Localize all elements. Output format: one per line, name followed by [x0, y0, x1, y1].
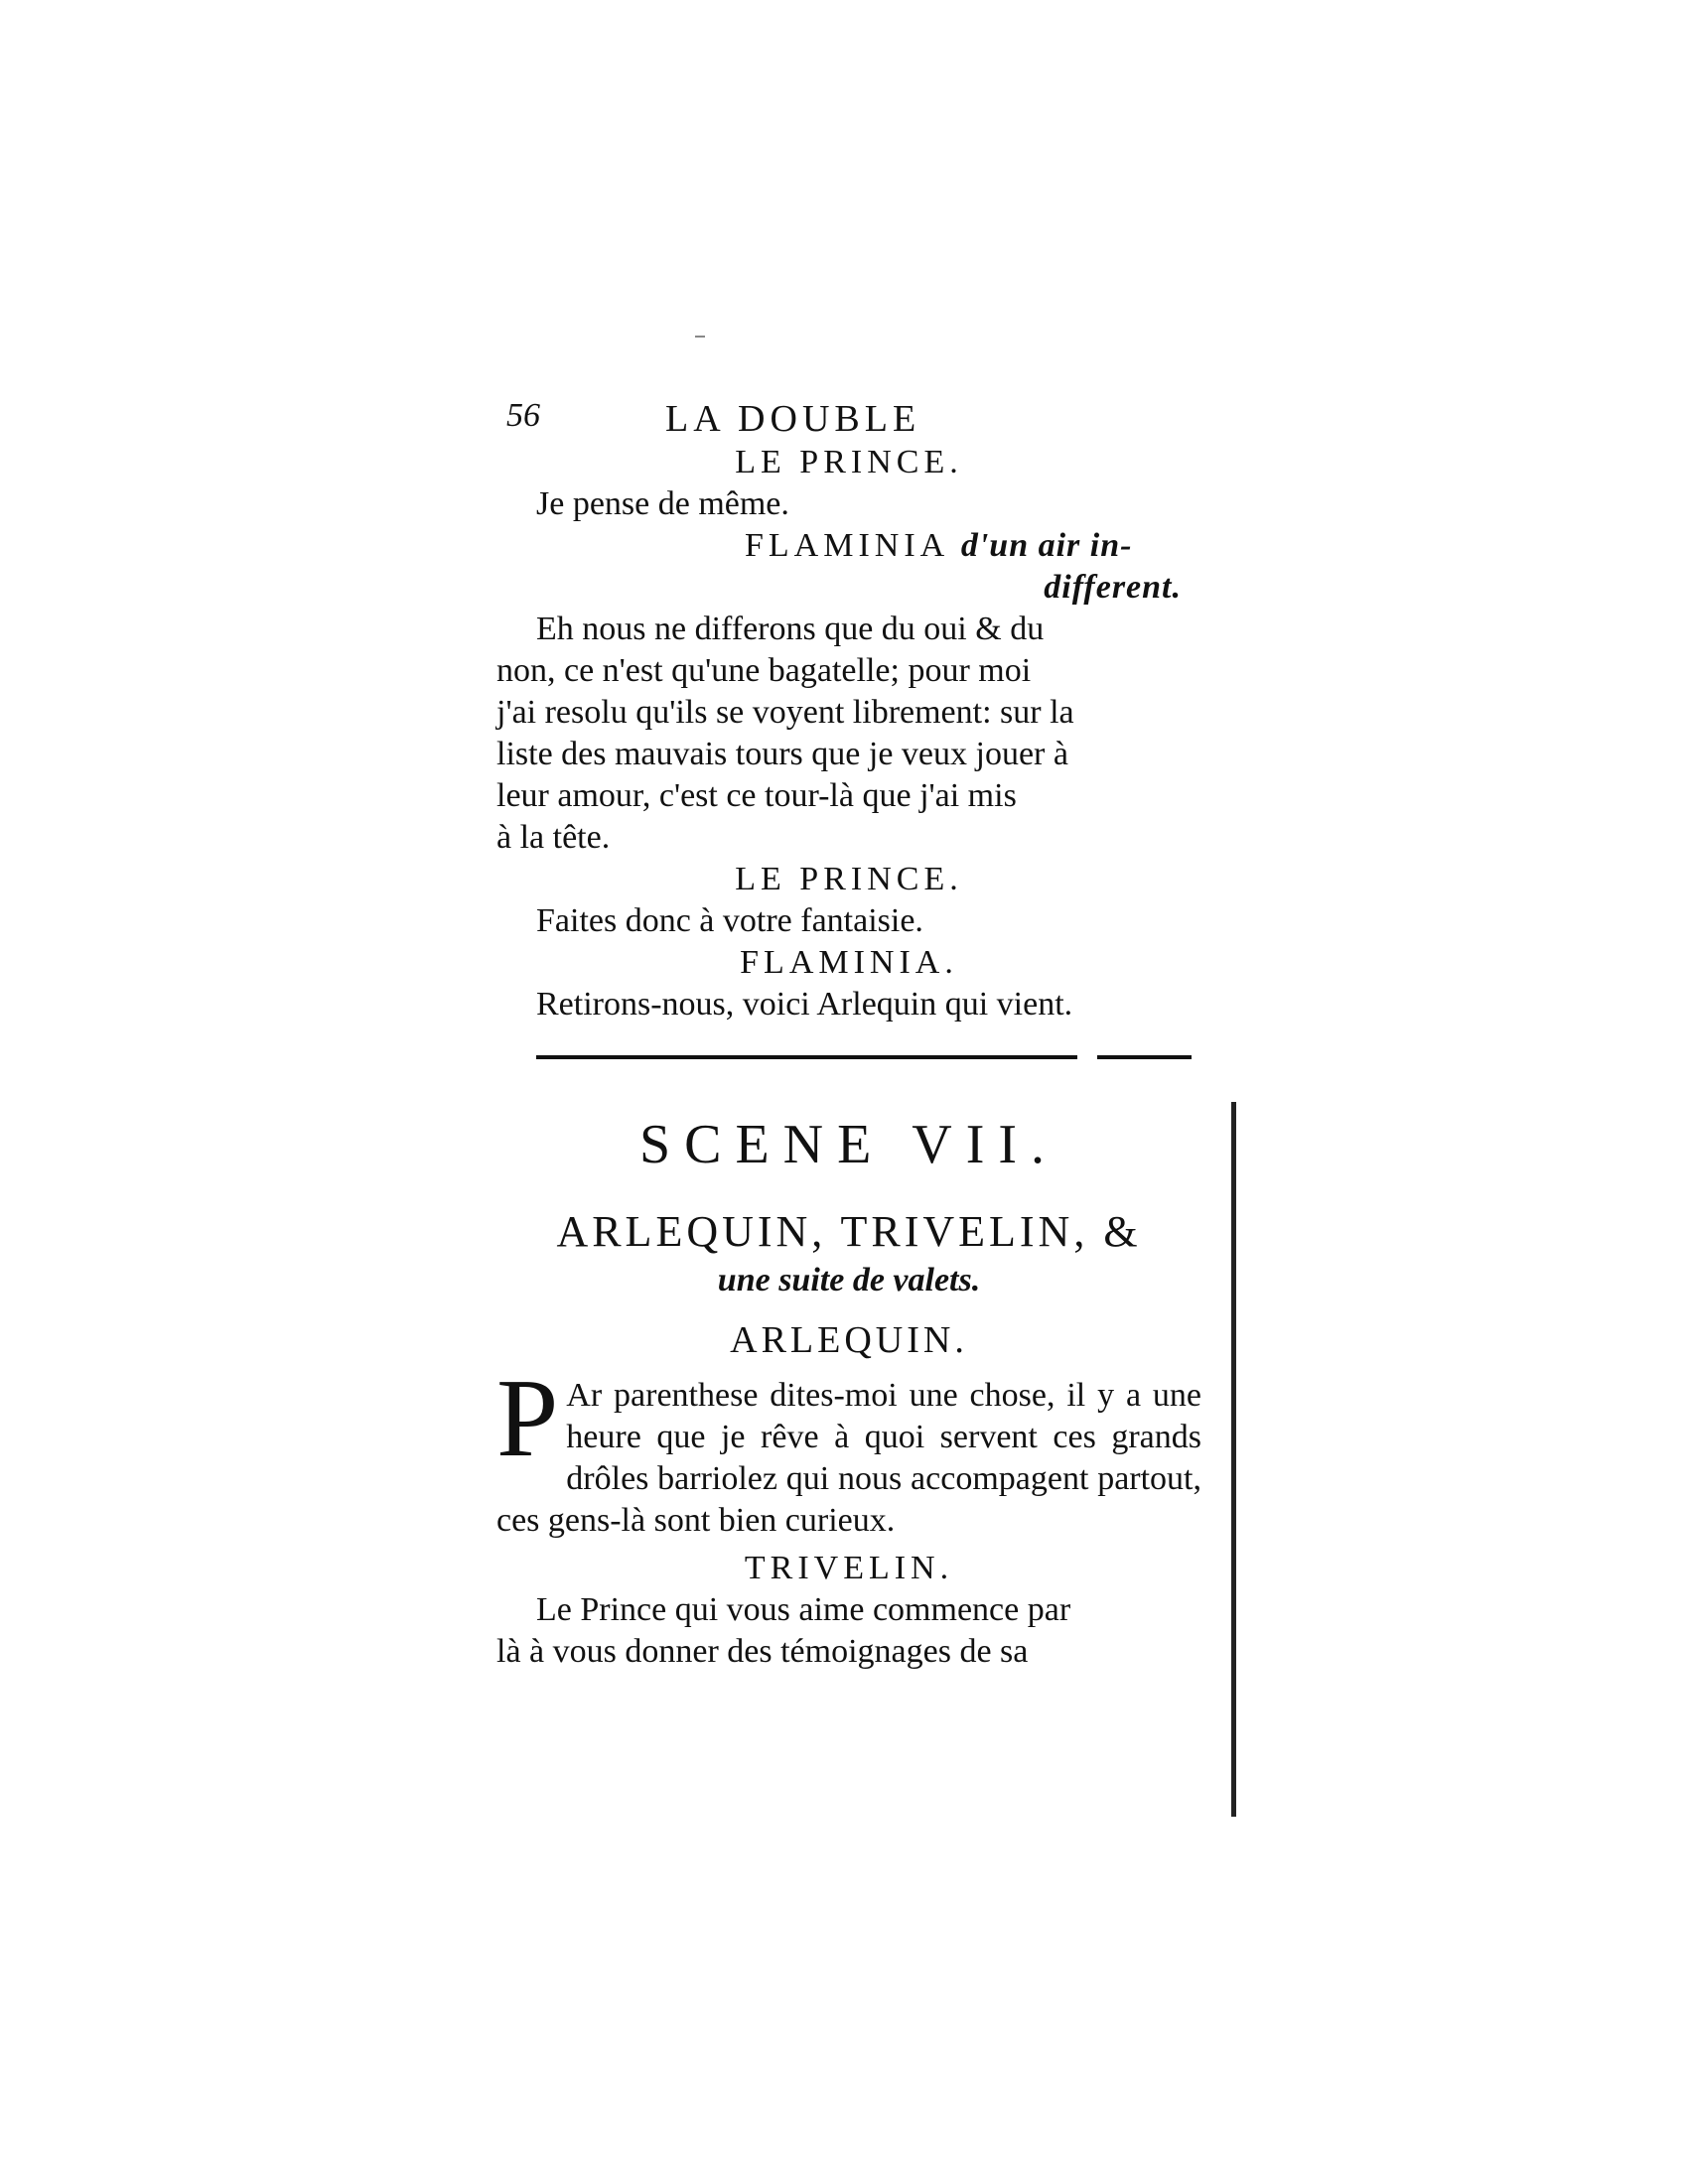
running-head [506, 397, 1201, 447]
page-number: 56 [506, 397, 540, 434]
scene-title: SCENE VII. [638, 1114, 1059, 1175]
drop-cap: P [496, 1357, 559, 1480]
dialogue-paragraph [496, 1589, 1201, 1673]
dialogue-line: Faites donc à votre fantaisie. [536, 902, 923, 939]
dialogue-paragraph [496, 1357, 1201, 1542]
dialogue-line: j'ai resolu qu'ils se voyent librement: sur la [496, 694, 1074, 731]
dialogue-paragraph [496, 609, 1201, 859]
speaker-le-prince: LE PRINCE. [735, 861, 963, 897]
dialogue-line: Eh nous ne differons que du oui & du [536, 611, 1045, 647]
dialogue-line: leur amour, c'est ce tour-là que j'ai mis [496, 777, 1017, 814]
text-block [496, 442, 1201, 1673]
speaker-name: FLAMINIA [745, 527, 948, 564]
rule-long [536, 1055, 1077, 1059]
speaker-le-prince: LE PRINCE. [735, 444, 963, 480]
running-title: LA DOUBLE [665, 398, 921, 440]
scan-mark [695, 336, 705, 338]
dialogue-line: non, ce n'est qu'une bagatelle; pour moi [496, 652, 1032, 689]
dialogue-line: Retirons-nous, voici Arlequin qui vient. [536, 986, 1073, 1023]
speaker-flaminia [496, 525, 1201, 567]
rule-short [1097, 1055, 1192, 1059]
scene-characters: ARLEQUIN, TRIVELIN, & [556, 1207, 1142, 1256]
dialogue-line: liste des mauvais tours que je veux jouer à [496, 736, 1068, 772]
page-edge-line [1231, 1102, 1236, 1817]
stage-direction: d'un air in- [960, 527, 1133, 564]
speaker-flaminia: FLAMINIA. [740, 944, 958, 981]
scene-characters-sub: une suite de valets. [717, 1262, 981, 1298]
dialogue-text: Ar parenthese dites-moi une chose, il y a une heure que je rêve à quoi servent ces grands drôles barriolez qui nous accompagent partout, ces gens-là sont bien curieux. [496, 1377, 1201, 1539]
dialogue-line: Je pense de même. [536, 485, 789, 522]
dialogue-line: Le Prince qui vous aime commence par [536, 1591, 1071, 1628]
speaker-trivelin: TRIVELIN. [744, 1550, 954, 1586]
dialogue-line: là à vous donner des témoignages de sa [496, 1633, 1029, 1670]
speaker-arlequin: ARLEQUIN. [730, 1319, 968, 1361]
stage-direction-continued: different. [1044, 569, 1182, 606]
section-rule [496, 1025, 1201, 1085]
dialogue-line: à la tête. [496, 819, 611, 856]
